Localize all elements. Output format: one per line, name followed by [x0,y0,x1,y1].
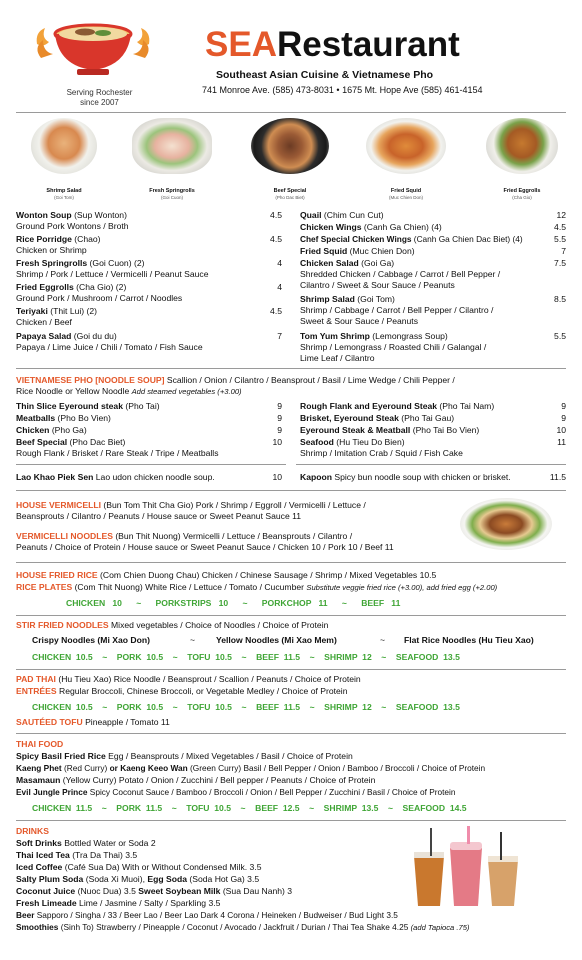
photo-shrimp-salad [18,118,110,201]
divider [16,368,566,369]
serving-since [42,88,157,108]
menu-item [300,210,384,221]
item-alt-name: (Pho Tai Bo Vien) [410,425,480,435]
item-name: or Kaeng Keeo Wan [109,763,188,773]
menu-item [16,751,353,762]
section-desc: (Com Chien Duong Chau) Chicken / Chinese Sausage / Shrimp / Mixed Vegetables 10.5 [97,570,437,580]
section-desc: Scallion / Onion / Cilantro / Beansprout / Basil / Lime Wedge / Chili Pepper / [164,375,455,385]
item-alt-name: (Hu Tieu Do Bien) [333,437,405,447]
drink-item [16,910,398,921]
item-alt-name: (Pho Tai) [122,401,160,411]
drinks-header [16,826,49,837]
thai-food-header [16,739,63,750]
menu-item [300,401,494,412]
pho-image [251,118,329,174]
item-desc: Chicken / Beef [16,317,72,327]
menu-item [16,306,97,317]
menu-item [300,246,415,257]
item-desc: Lao udon chicken noodle soup. [93,472,215,482]
section-desc: (Bun Tom Thit Cha Gio) Pork / Shrimp / Eggroll / Vermicelli / Lettuce / [101,500,366,510]
item-desc: Ground Pork Wontons / Broth [16,221,129,231]
item-desc: (Green Curry) Basil / Bell Pepper / Onion / Bamboo / Broccoli / Choice of Protein [187,763,486,773]
addon-note: Substitute veggie fried rice (+3.00), add fried egg (+2.00) [306,583,498,592]
divider [296,464,566,465]
drinks-image [404,826,524,908]
item-price: 10 [272,472,282,482]
item-alt-name: (Chao) [71,234,101,244]
noodle-choice [404,635,534,646]
drink-desc: (Sinh To) Strawberry / Pineapple / Coconut / Avocado / Jackfruit / Durian / Thai Tea Shake 4.25 [58,922,411,932]
menu-item [300,413,454,424]
drink-item [16,922,469,933]
menu-item [16,763,485,774]
menu-item [16,413,111,424]
section-desc: Pineapple / Tomato 11 [82,717,170,727]
section-heading: PAD THAI [16,674,56,684]
drink-name: Fresh Limeade [16,898,77,908]
menu-item [16,258,144,269]
item-price: 9 [277,413,282,423]
item-alt-name: (Pho Bo Vien) [55,413,111,423]
section-desc: (Hu Tieu Xao) Rice Noodle / Beansprout / Scallion / Peanuts / Choice of Protein [55,674,361,684]
item-alt-name: (Canh Ga Chien Dac Biet) (4) [411,234,523,244]
item-price: 10 [272,437,282,447]
item-alt-name: (Pho Tai Nam) [437,401,495,411]
item-alt-name: (Goi Ga) [358,258,395,268]
menu-item [300,294,395,305]
drink-desc: (Soda Xi Muoi), [83,874,148,884]
item-price: 7 [561,246,566,256]
item-alt-name: (Cha Gio) (2) [73,282,127,292]
section-heading: ENTRÉES [16,686,57,696]
pho-bowl-logo-icon [33,14,153,84]
item-price: 4.5 [270,306,282,316]
fried-squid-image [366,118,446,174]
item-name: Rough Flank and Eyeround Steak [300,401,438,411]
section-desc: Rice Noodle or Yellow Noodle [16,386,132,396]
photo-caption: Fresh Springrolls [149,188,195,194]
item-name: Masamaun [16,775,61,785]
item-desc: Cilantro / Sweet & Sour Sauce / Peanuts [300,280,455,290]
drink-desc: (Tra Da Thai) 3.5 [69,850,138,860]
section-heading: VERMICELLI NOODLES [16,531,113,541]
item-name: Fried Eggrolls [16,282,74,292]
addon-note: (add Tapioca .75) [410,923,470,932]
menu-item [16,234,101,245]
item-name: Beef Special [16,437,68,447]
item-price: 8.5 [554,294,566,304]
item-name: Seafood [300,437,334,447]
item-name: Spicy Basil Fried Rice [16,751,106,761]
item-desc: Shredded Chicken / Cabbage / Carrot / Bell Pepper / [300,269,501,279]
item-price: 11 [557,437,566,447]
section-desc: (Com Thit Nuong) White Rice / Lettuce / Tomato / Cucumber [72,582,307,592]
menu-item [16,401,160,412]
divider [16,562,566,563]
item-alt-name: (Sup Wonton) [71,210,127,220]
item-name: Meatballs [16,413,56,423]
house-vermicelli [16,500,366,511]
item-name: Rice Porridge [16,234,72,244]
item-name: Chicken [16,425,50,435]
photo-caption: Fried Squid [390,188,422,194]
menu-item [16,331,117,342]
item-desc: Sweet & Sour Sauce / Peanuts [300,316,418,326]
section-desc: Regular Broccoli, Chinese Broccoli, or Vegetable Medley / Choice of Protein [56,686,348,696]
serving-line-2: since 2007 [80,98,119,107]
divider [16,490,566,491]
item-desc: Shrimp / Cabbage / Carrot / Bell Pepper / Cilantro / [300,305,494,315]
item-name: Quail [300,210,322,220]
noodle-choice-name: Yellow Noodles (Mi Xao Mem) [216,635,337,645]
shrimp-salad-image [31,118,97,174]
drink-name: Thai Iced Tea [16,850,70,860]
item-price: 9 [277,401,282,411]
item-desc: Chicken or Shrimp [16,245,87,255]
item-price: 7 [277,331,282,341]
menu-item [16,437,125,448]
section-desc: Mixed vegetables / Choice of Noodles / Choice of Protein [108,620,329,630]
serving-line-1: Serving Rochester [66,88,133,97]
section-heading: STIR FRIED NOODLES [16,620,109,630]
springrolls-image [132,118,212,174]
item-price: 9 [277,425,282,435]
item-alt-name: (Pho Ga) [49,425,87,435]
pad-thai [16,674,361,685]
item-price: 4 [277,282,282,292]
item-name: Papaya Salad [16,331,72,341]
drink-name: Coconut Juice [16,886,76,896]
pho-noodle-line [16,386,242,397]
drink-name: Salty Plum Soda [16,874,84,884]
drink-item [16,862,262,873]
section-heading: DRINKS [16,826,49,836]
menu-item [16,775,375,786]
eggrolls-image [486,118,558,174]
item-alt-name: (Thit Lui) (2) [47,306,98,316]
vermicelli-noodles [16,531,352,542]
item-desc: Rough Flank / Brisket / Rare Steak / Tripe / Meatballs [16,448,219,458]
entrees [16,686,348,697]
drink-desc: Sapporo / Singha / 33 / Beer Lao / Beer Lao Dark 4 Corona / Heineken / Budweiser / Bud Light 3.5 [34,910,398,920]
divider [16,669,566,670]
item-desc: Egg / Beansprouts / Mixed Vegetables / Basil / Choice of Protein [105,751,353,761]
divider [16,820,566,821]
item-alt-name: (Goi Tom) [354,294,395,304]
photo-subcaption: (Muc Chien Don) [388,195,423,200]
item-alt-name: (Canh Ga Chien) (4) [361,222,442,232]
item-name: Kaeng Phet [16,763,62,773]
item-desc: Spicy bun noodle soup with chicken or brisket. [331,472,511,482]
drink-item [16,838,156,849]
menu-item [300,234,523,245]
item-alt-name: (Goi du du) [71,331,117,341]
item-price: 4.5 [270,210,282,220]
pho-header [16,375,455,386]
item-name: Lao Khao Piek Sen [16,472,94,482]
item-name: Teriyaki [16,306,48,316]
menu-item [16,472,215,483]
house-vermicelli-line2: Beansprouts / Cilantro / Peanuts / House sauce or Sweet Peanut Sauce 11 [16,511,302,521]
item-name: Chicken Wings [300,222,362,232]
item-name: Tom Yum Shrimp [300,331,370,341]
sauteed-tofu [16,717,170,728]
section-heading: SAUTÉED TOFU [16,717,83,727]
item-alt-name: (Muc Chien Don) [347,246,415,256]
photo-caption: Fried Eggrolls [503,188,541,194]
item-desc: Shrimp / Lemongrass / Roasted Chili / Galangal / [300,342,487,352]
item-alt-name: (Red Curry) [61,763,110,773]
item-name: Evil Jungle Prince [16,787,88,797]
item-name: Shrimp Salad [300,294,355,304]
drink-desc: (Soda Hot Ga) 3.5 [186,874,260,884]
rice-plates [16,582,497,593]
section-heading: HOUSE VERMICELLI [16,500,101,510]
stir-fried-prices: CHICKEN 10.5 ~ PORK 10.5 ~ TOFU 10.5 ~ BEEF 11.5 ~ SHRIMP 12 ~ SEAFOOD 13.5 [32,652,460,662]
item-alt-name: (Pho Dac Biet) [67,437,126,447]
section-heading: VIETNAMESE PHO [NOODLE SOUP] [16,375,165,385]
pad-thai-prices: CHICKEN 10.5 ~ PORK 10.5 ~ TOFU 10.5 ~ BEEF 11.5 ~ SHRIMP 12 ~ SEAFOOD 13.5 [32,702,460,712]
item-alt-name: (Lemongrass Soup) [369,331,448,341]
photo-fried-eggrolls [476,118,568,201]
photo-caption: Shrimp Salad [46,188,82,194]
item-alt-name: (Goi Cuon) (2) [87,258,145,268]
divider [16,615,566,616]
item-alt-name: (Pho Tai Gau) [398,413,455,423]
item-price: 9 [561,413,566,423]
rice-plate-prices: CHICKEN 10 ~ PORKSTRIPS 10 ~ PORKCHOP 11 ~ BEEF 11 [66,598,401,608]
vermicelli-noodles-line2: Peanuts / Choice of Protein / House sauce or Sweet Peanut Sauce / Chicken 10 / Pork 10 / Beef 11 [16,542,394,552]
drink-desc: Bottled Water or Soda 2 [61,838,156,848]
menu-item [16,282,126,293]
divider [16,464,286,465]
brand-sea: SEA [205,25,277,64]
menu-item [300,437,405,448]
drink-desc: Lime / Jasmine / Salty / Sparkling 3.5 [76,898,221,908]
menu-item [300,331,448,342]
item-name: Eyeround Steak & Meatball [300,425,411,435]
drink-name: Smoothies [16,922,59,932]
thai-food-prices: CHICKEN 11.5 ~ PORK 11.5 ~ TOFU 10.5 ~ BEEF 12.5 ~ SHRIMP 13.5 ~ SEAFOOD 14.5 [32,803,467,813]
noodle-choice [32,635,150,646]
item-price: 4.5 [554,222,566,232]
item-name: Chicken Salad [300,258,359,268]
noodle-choice [216,635,337,646]
item-desc: Ground Pork / Mushroom / Carrot / Noodles [16,293,183,303]
tilde-separator: ~ [380,635,386,645]
drink-desc: (Nuoc Dua) 3.5 [75,886,139,896]
item-desc: (Yellow Curry) Potato / Onion / Zucchini / Bell pepper / Peanuts / Choice of Protein [60,775,376,785]
item-price: 10 [556,425,566,435]
brand-restaurant: Restaurant [276,25,460,64]
section-desc: (Bun Thit Nuong) Vermicelli / Lettuce / Beansprouts / Cilantro / [112,531,353,541]
drink-name: Sweet Soybean Milk [138,886,221,896]
addresses: 741 Monroe Ave. (585) 473-8031 • 1675 Mt. Hope Ave (585) 461-4154 [202,85,483,95]
food-photos [16,118,566,206]
item-desc: Papaya / Lime Juice / Chili / Tomato / Fish Sauce [16,342,203,352]
photo-subcaption: (Goi Cuon) [160,195,183,200]
noodle-choice-name: Flat Rice Noodles (Hu Tieu Xao) [404,635,534,645]
drink-name: Soft Drinks [16,838,62,848]
item-name: Kapoon [300,472,332,482]
menu-item [300,425,479,436]
item-name: Fresh Springrolls [16,258,88,268]
drink-name: Egg Soda [147,874,187,884]
photo-caption: Beef Special [273,188,307,194]
divider [16,112,566,113]
item-name: Thin Slice Eyeround steak [16,401,123,411]
photo-subcaption: (Pho Dac Biet) [275,195,305,200]
stir-fried-header [16,620,328,631]
drink-name: Iced Coffee [16,862,63,872]
tilde-separator: ~ [190,635,196,645]
item-price: 9 [561,401,566,411]
photo-subcaption: (Goi Tom) [54,195,74,200]
menu-item [300,472,511,483]
item-price: 11.5 [549,472,566,482]
item-price: 5.5 [554,234,566,244]
section-heading: HOUSE FRIED RICE [16,570,98,580]
item-name: Brisket, Eyeround Steak [300,413,399,423]
drink-name: Beer [16,910,35,920]
item-price: 12 [556,210,566,220]
photo-subcaption: (Cha Gio) [512,195,532,200]
noodle-choice-name: Crispy Noodles (Mi Xao Don) [32,635,150,645]
item-desc: Spicy Coconut Sauce / Bamboo / Broccoli / Onion / Bell Pepper / Zucchini / Basil / Choice of Protein [87,787,456,797]
item-desc: Shrimp / Pork / Lettuce / Vermicelli / Peanut Sauce [16,269,209,279]
drink-item [16,886,292,897]
drink-desc: (Café Sua Da) With or Without Condensed Milk. 3.5 [62,862,262,872]
menu-item [16,425,87,436]
drink-item [16,874,259,885]
photo-beef-special [244,118,336,201]
item-desc: Lime Leaf / Cilantro [300,353,375,363]
divider [16,733,566,734]
item-price: 5.5 [554,331,566,341]
menu-item [16,210,127,221]
menu-item [300,258,394,269]
item-name: Fried Squid [300,246,348,256]
tagline: Southeast Asian Cuisine & Vietnamese Pho [216,69,434,81]
drink-desc: (Sua Dau Nanh) 3 [220,886,293,896]
item-name: Wonton Soup [16,210,72,220]
restaurant-name [205,26,460,64]
item-price: 4.5 [270,234,282,244]
section-heading: RICE PLATES [16,582,73,592]
section-heading: THAI FOOD [16,739,64,749]
item-price: 4 [277,258,282,268]
item-name: Chef Special Chicken Wings [300,234,412,244]
vermicelli-bowl-image [460,498,552,550]
drink-item [16,898,220,909]
item-alt-name: (Chim Cun Cut) [321,210,384,220]
item-desc: Shrimp / Imitation Crab / Squid / Fish Cake [300,448,463,458]
house-fried-rice [16,570,436,581]
menu-item [16,787,456,798]
drink-item [16,850,137,861]
photo-fresh-springrolls [126,118,218,201]
item-price: 7.5 [554,258,566,268]
menu-item [300,222,442,233]
photo-fried-squid [360,118,452,201]
addon-note: Add steamed vegetables (+3.00) [131,387,242,396]
